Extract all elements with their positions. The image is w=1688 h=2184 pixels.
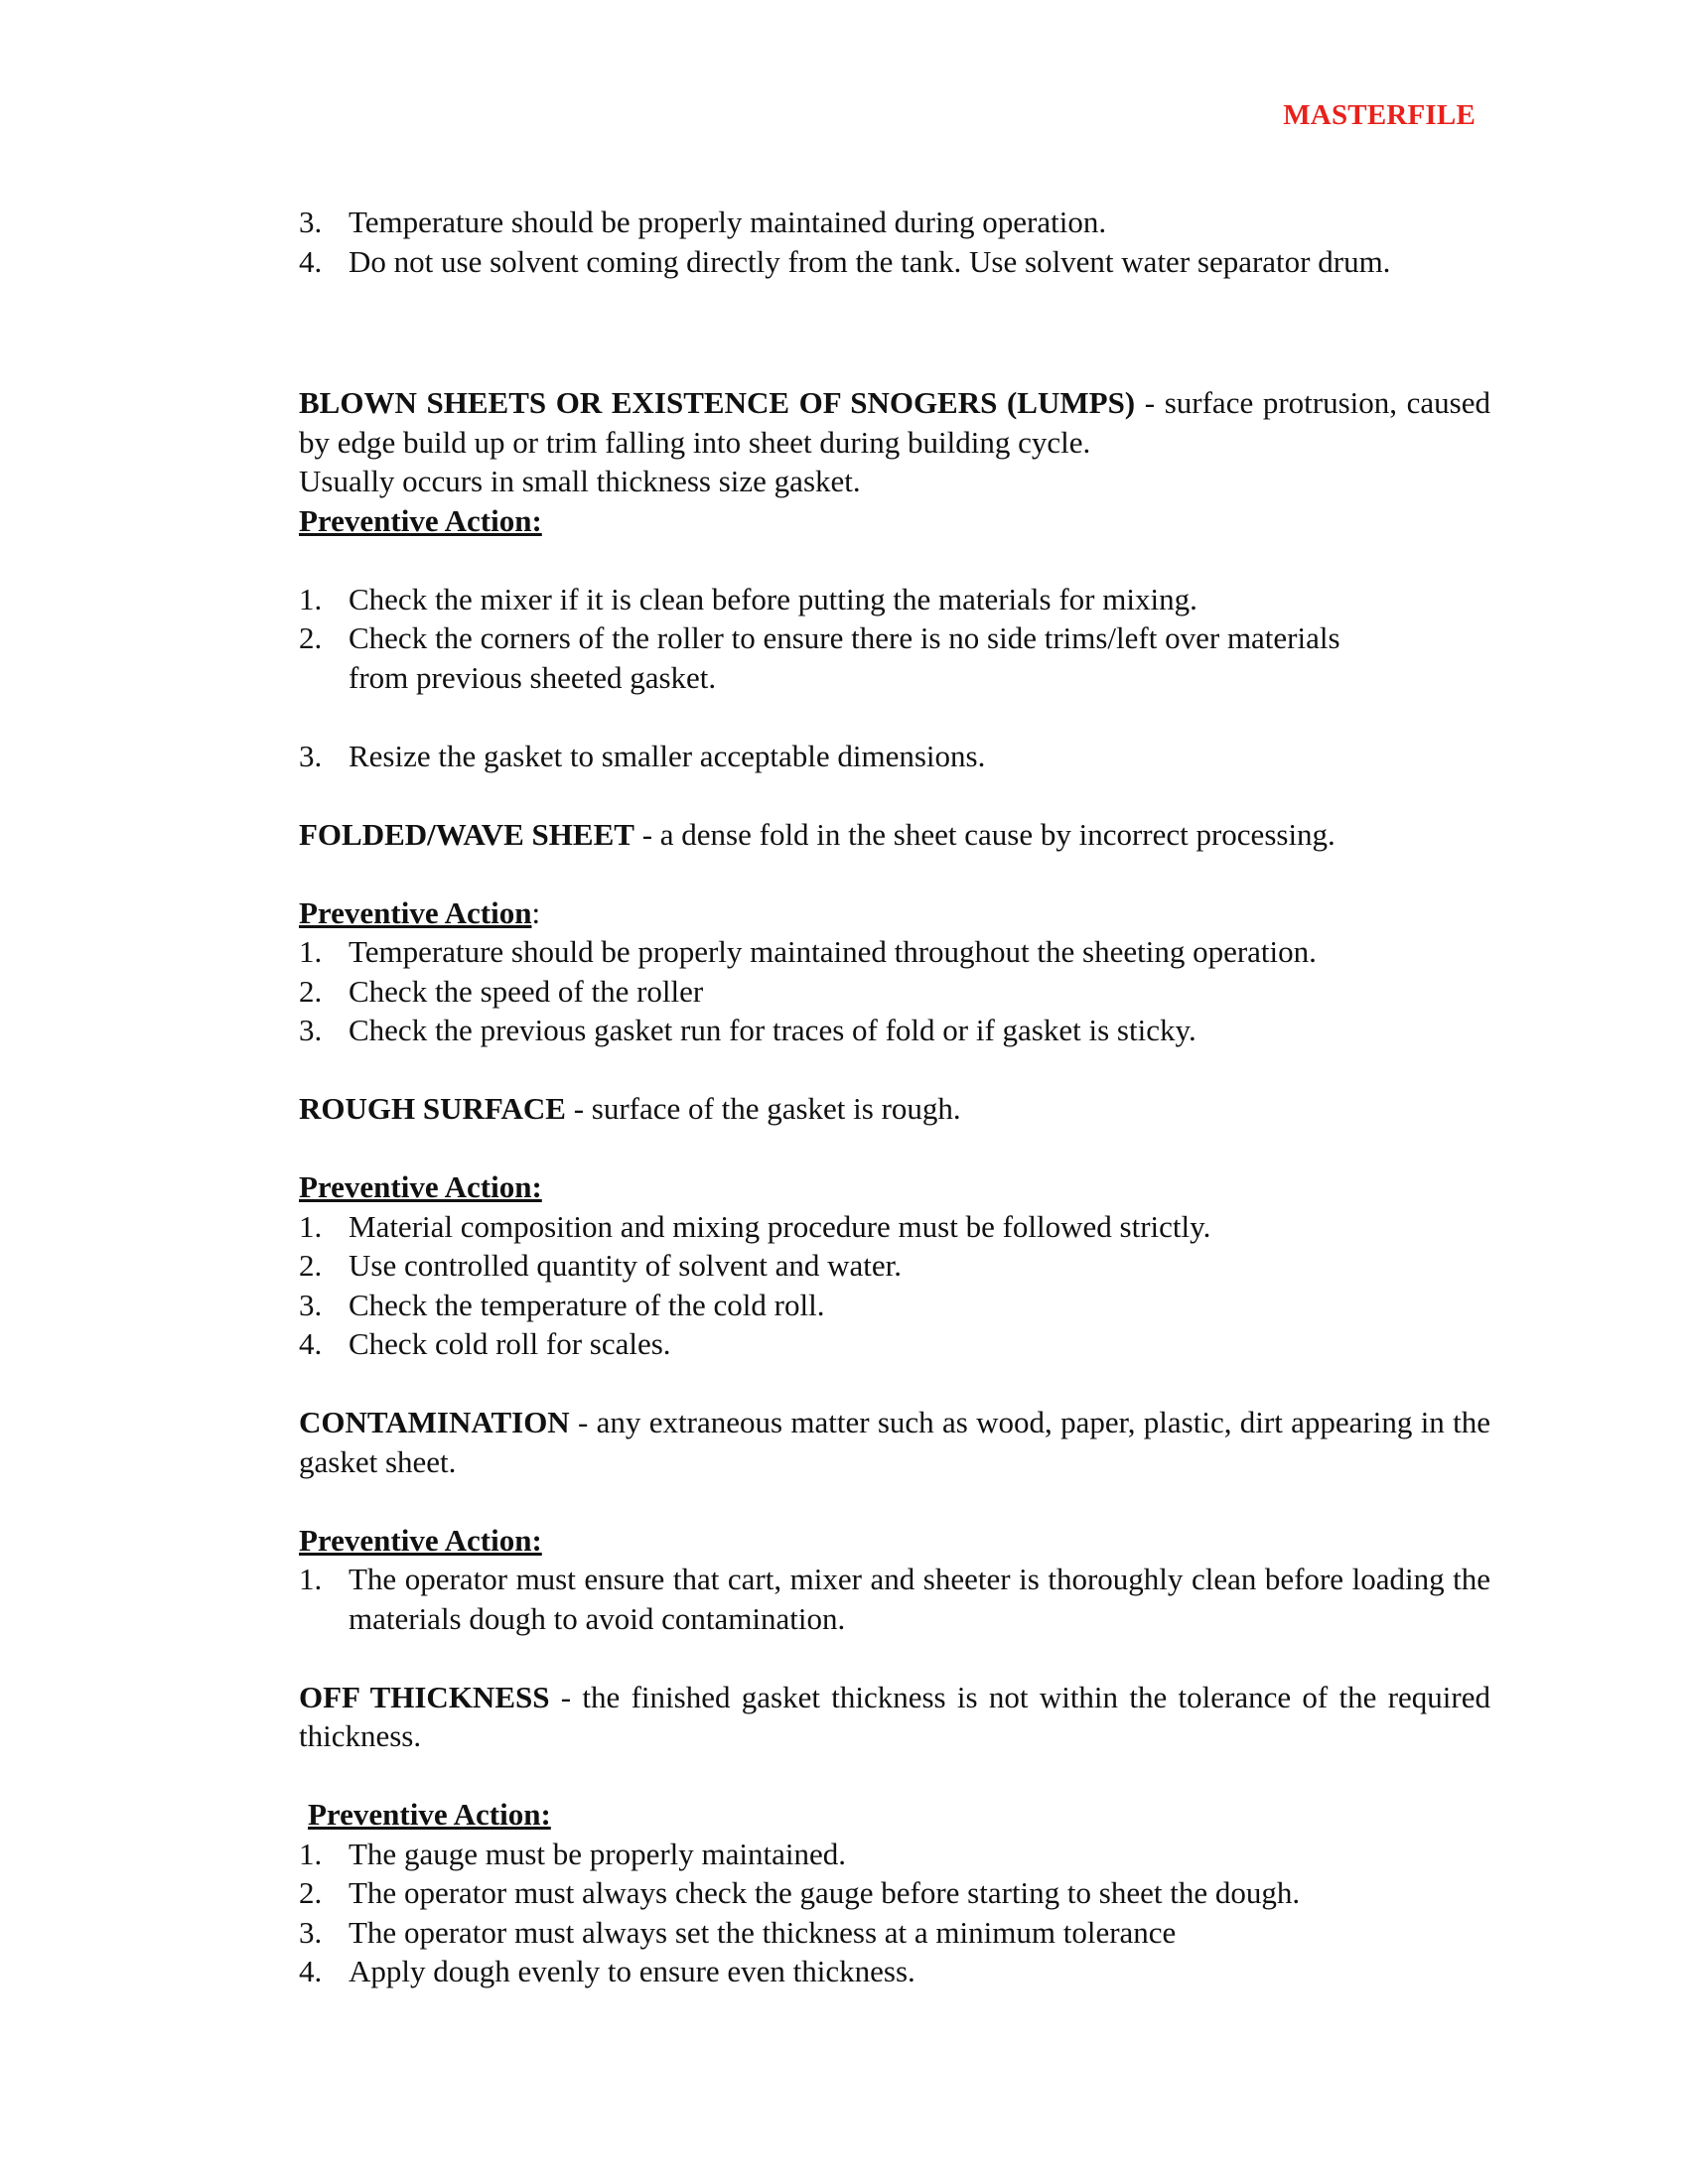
list-text: Check the mixer if it is clean before putting the materials for mixing.	[349, 581, 1197, 616]
defect-off-thickness	[299, 1678, 1490, 1756]
masterfile-header: MASTERFILE	[1283, 99, 1476, 131]
preventive-action-heading: Preventive Action	[299, 894, 532, 930]
list-item	[299, 1560, 1490, 1638]
defect-description: - surface protrusion, caused by edge build up or trim falling into sheet during building cycle.	[299, 385, 1490, 460]
defect-blown-sheets	[299, 383, 1490, 462]
list-text: The operator must ensure that cart, mixer and sheeter is thoroughly clean before loading the materials dough to avoid contamination.	[349, 1562, 1490, 1636]
list-text: The gauge must be properly maintained.	[349, 1836, 847, 1871]
defect-term: BLOWN SHEETS OR EXISTENCE OF SNOGERS (LUMPS)	[299, 385, 1136, 420]
list-text: Material composition and mixing procedure must be followed strictly.	[349, 1208, 1211, 1244]
list-number: 4.	[299, 243, 323, 279]
list-text: Check the speed of the roller	[349, 973, 704, 1009]
list-text: Check the corners of the roller to ensure there is no side trims/left over materials from previous sheeted gasket.	[349, 620, 1340, 695]
preventive-action-heading: Preventive Action:	[299, 1169, 542, 1204]
defect-description: - surface of the gasket is rough.	[565, 1091, 961, 1126]
list-number: 3.	[299, 738, 323, 773]
list-number: 3.	[299, 1914, 323, 1950]
list-text: Check the previous gasket run for traces of fold or if gasket is sticky.	[349, 1013, 1196, 1047]
list-number: 2.	[299, 1248, 323, 1283]
list-text: Use controlled quantity of solvent and water.	[349, 1248, 903, 1283]
preventive-action-heading: Preventive Action:	[308, 1797, 551, 1832]
defect-term: FOLDED/WAVE SHEET	[299, 816, 634, 852]
list-item	[299, 203, 1490, 242]
list-text: Temperature should be properly maintained during operation.	[349, 205, 1107, 239]
list-number: 4.	[299, 1326, 323, 1361]
list-number: 2.	[299, 1875, 323, 1910]
list-item	[299, 580, 1490, 619]
list-item	[299, 1011, 1490, 1050]
list-number: 2.	[299, 620, 323, 655]
list-item	[299, 1324, 1490, 1364]
list-item	[299, 242, 1490, 282]
defect-term: OFF THICKNESS	[299, 1679, 550, 1714]
list-text: The operator must always set the thickness at a minimum tolerance	[349, 1914, 1177, 1950]
list-item	[299, 972, 1490, 1012]
list-item	[299, 1207, 1490, 1247]
list-number: 1.	[299, 1562, 323, 1596]
list-text: Resize the gasket to smaller acceptable dimensions.	[349, 738, 986, 773]
list-item	[299, 1246, 1490, 1286]
list-number: 1.	[299, 934, 323, 969]
defect-folded-wave-sheet	[299, 815, 1490, 855]
list-item	[299, 1873, 1490, 1913]
list-number: 1.	[299, 581, 323, 616]
defect-description: - any extraneous matter such as wood, paper, plastic, dirt appearing in the gasket sheet.	[299, 1405, 1490, 1479]
document-body	[299, 203, 1490, 1991]
list-number: 1.	[299, 1208, 323, 1244]
defect-description: - the finished gasket thickness is not within the tolerance of the required thickness.	[299, 1679, 1490, 1753]
list-item	[299, 618, 1381, 697]
list-text: The operator must always check the gauge before starting to sheet the dough.	[349, 1875, 1301, 1910]
preventive-action-heading: Preventive Action:	[299, 502, 542, 538]
preventive-action-heading: Preventive Action:	[299, 1522, 542, 1558]
defect-contamination	[299, 1403, 1490, 1481]
list-number: 3.	[299, 1013, 323, 1047]
list-number: 3.	[299, 205, 323, 239]
defect-term: CONTAMINATION	[299, 1405, 570, 1439]
list-number: 2.	[299, 973, 323, 1009]
list-item	[299, 1286, 1490, 1325]
heading-colon: :	[531, 894, 541, 930]
list-text: Check the temperature of the cold roll.	[349, 1287, 825, 1322]
list-text: Apply dough evenly to ensure even thickness.	[349, 1954, 915, 1988]
list-number: 1.	[299, 1836, 323, 1871]
defect-term: ROUGH SURFACE	[299, 1091, 566, 1126]
list-text: Temperature should be properly maintained throughout the sheeting operation.	[349, 934, 1317, 969]
list-item	[299, 1952, 1490, 1991]
defect-description: - a dense fold in the sheet cause by incorrect processing.	[633, 816, 1336, 852]
list-number: 4.	[299, 1954, 323, 1988]
list-text: Check cold roll for scales.	[349, 1326, 671, 1361]
defect-rough-surface	[299, 1089, 1490, 1129]
list-text: Do not use solvent coming directly from the tank. Use solvent water separator drum.	[349, 243, 1391, 279]
list-item	[299, 932, 1490, 972]
list-item	[299, 1913, 1490, 1953]
list-item	[299, 1835, 1490, 1874]
list-item	[299, 737, 1490, 776]
list-number: 3.	[299, 1287, 323, 1322]
defect-note: Usually occurs in small thickness size gasket.	[299, 464, 861, 498]
